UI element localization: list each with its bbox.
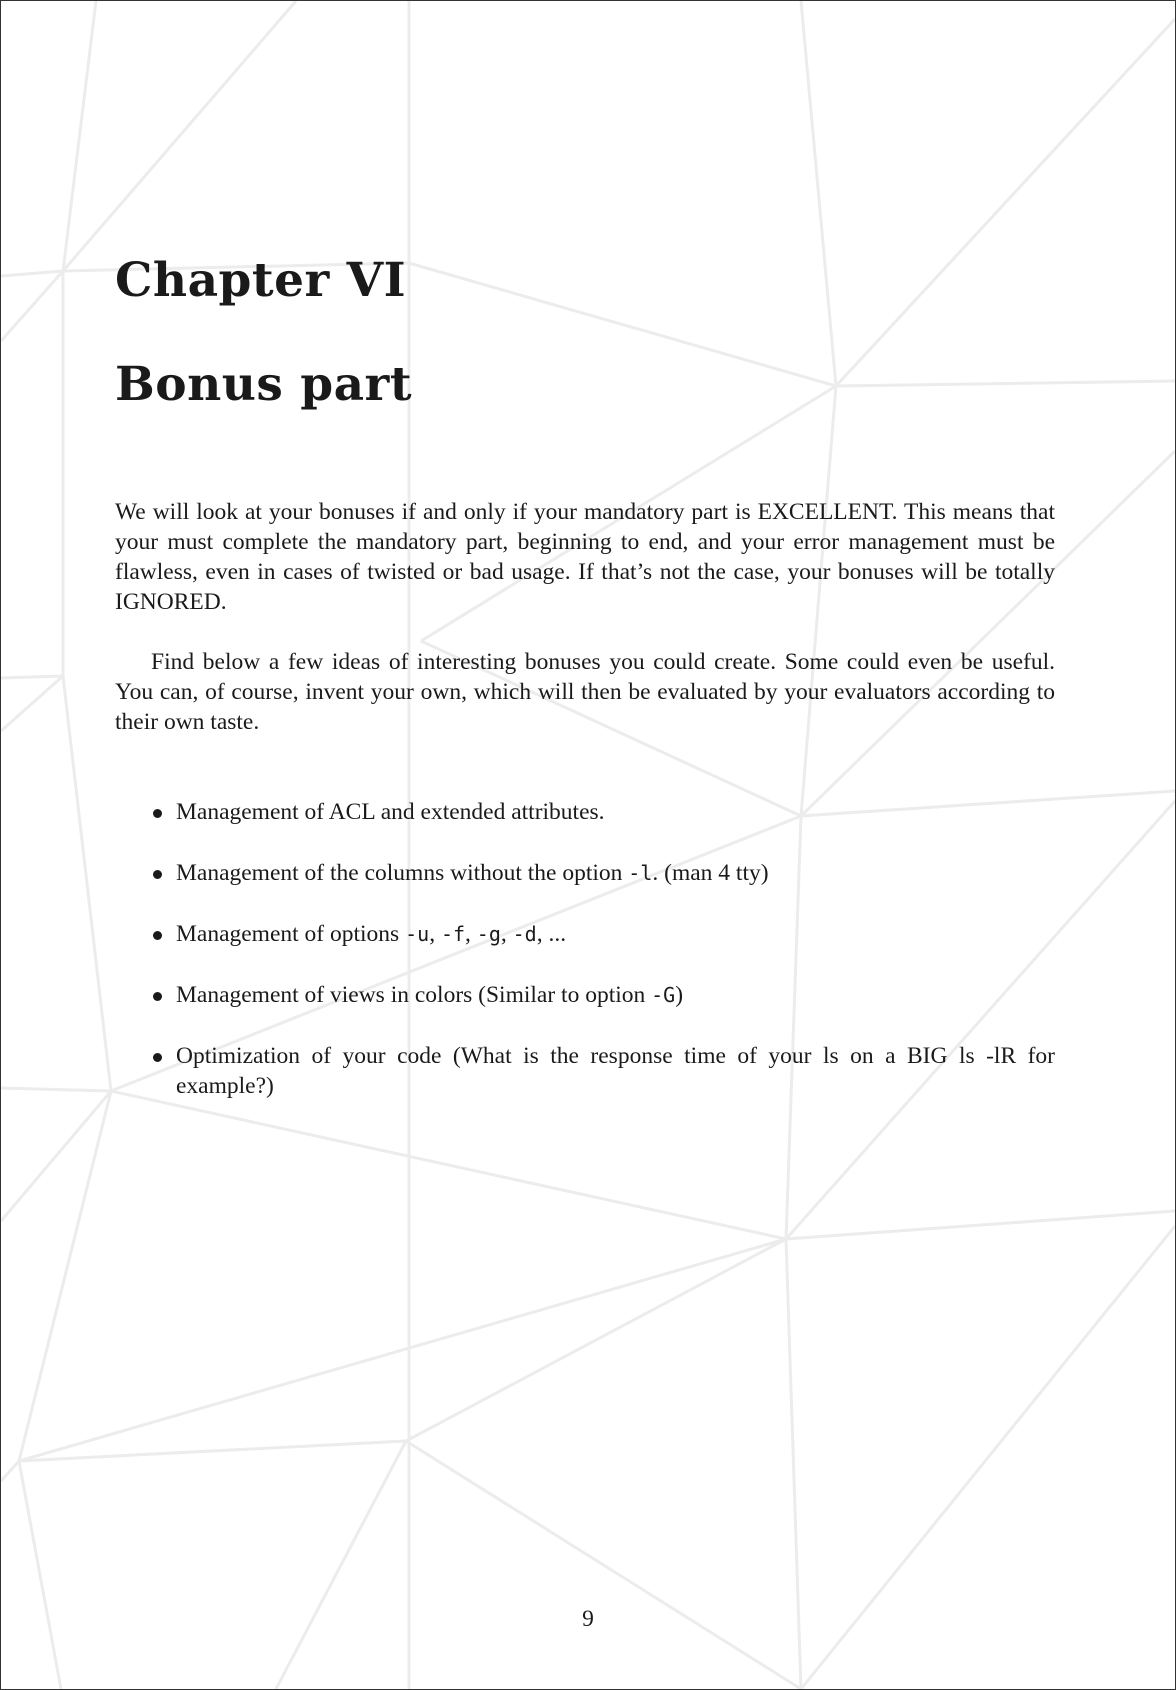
bonus-idea-item: [115, 919, 1055, 949]
intro-paragraph: We will look at your bonuses if and only if your mandatory part is EXCELLENT. This means that your must complete the mandatory part, beginning to end, and your error management must be flawless, even in cases of twisted or bad usage. If that’s not the case, your bonuses will be totally IGNORED.: [115, 499, 1055, 615]
bonus-idea-item: [115, 1041, 1055, 1101]
bonus-idea-text: ,: [500, 921, 513, 947]
option-code: -G: [651, 983, 676, 1007]
bonus-idea-item: [115, 858, 1055, 888]
bonus-idea-item: [115, 797, 1055, 827]
option-code: -u: [405, 922, 430, 946]
bonus-idea-text: . (man 4 tty): [652, 860, 769, 886]
bonus-ideas-list: [115, 797, 1055, 1101]
bullet-dot-icon: [153, 809, 162, 818]
bonus-idea-text: Management of options: [176, 921, 406, 947]
option-code: -l: [628, 861, 653, 885]
bullet-dot-icon: [153, 931, 162, 940]
bonus-idea-text: ,: [465, 921, 477, 947]
chapter-content: [115, 251, 1055, 1132]
page-number: 9: [582, 1606, 594, 1632]
bonus-idea-text: Management of views in colors (Similar to option: [176, 982, 652, 1008]
option-code: -f: [440, 922, 466, 946]
bullet-dot-icon: [153, 1053, 162, 1062]
bonus-idea-text: Management of the columns without the option: [176, 860, 629, 886]
option-code: -d: [512, 922, 537, 946]
bonus-idea-item: [115, 980, 1055, 1010]
chapter-title-heading: Bonus part: [115, 357, 413, 412]
bullet-dot-icon: [153, 992, 162, 1001]
bonus-idea-text: Optimization of your code (What is the response time of your ls on a BIG ls -lR for example?): [176, 1043, 1055, 1099]
bonus-idea-text: ,: [429, 921, 441, 947]
bonus-idea-text: ): [675, 982, 684, 1008]
bonus-idea-text: , ...: [536, 921, 567, 947]
option-code: -g: [476, 922, 501, 946]
ideas-paragraph: Find below a few ideas of interesting bonuses you could create. Some could even be useful. You can, of course, invent your own, which will then be evaluated by your evaluators according to their own taste.: [115, 649, 1055, 735]
bonus-idea-text: Management of ACL and extended attributes.: [176, 799, 605, 825]
bullet-dot-icon: [153, 870, 162, 879]
chapter-number-heading: Chapter VI: [115, 253, 407, 308]
